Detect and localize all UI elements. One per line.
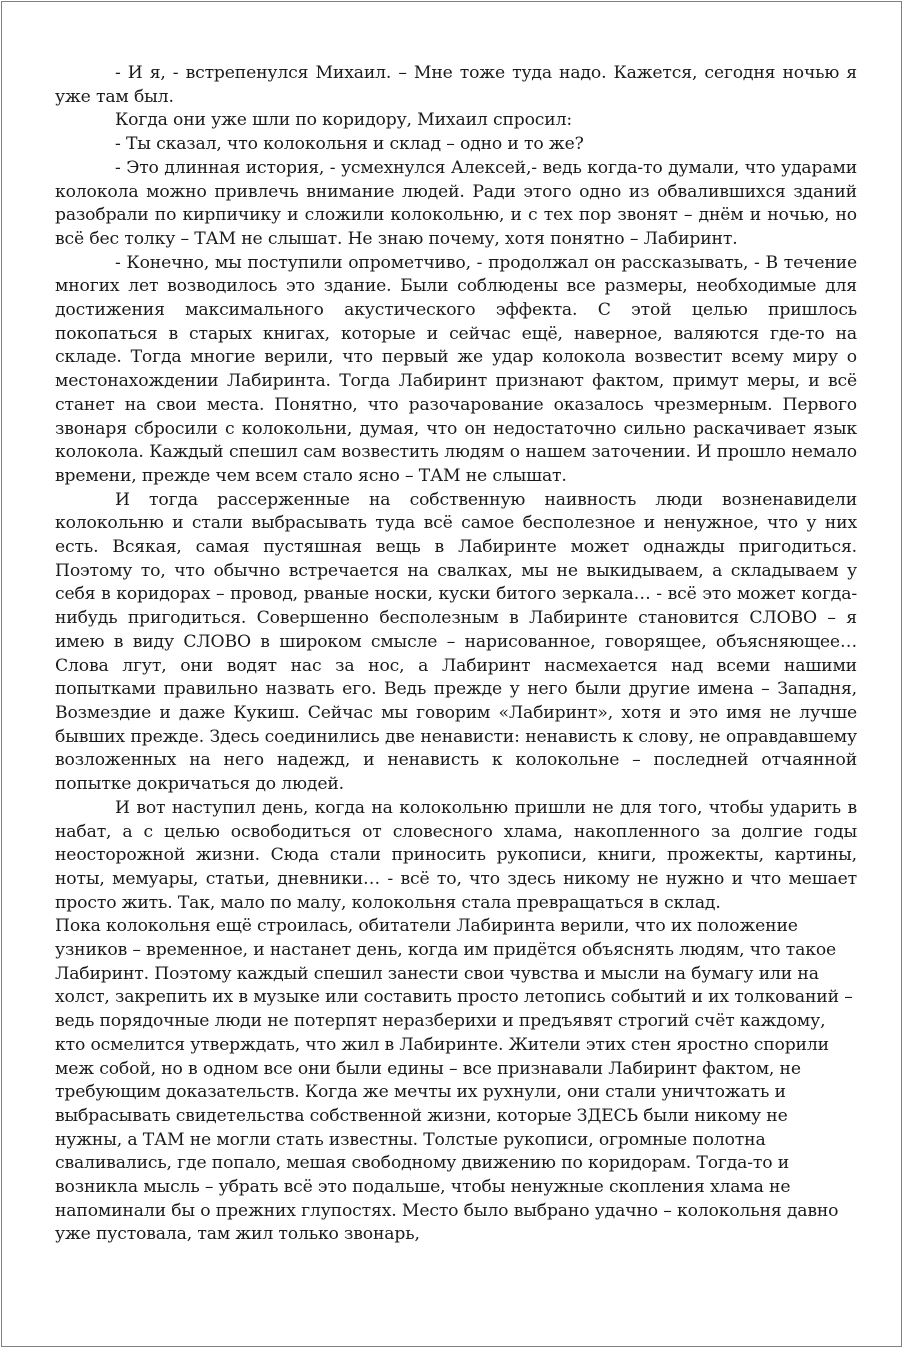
- paragraph-6: И тогда рассерженные на собственную наивность люди возненавидели колокольню и стали выбрасывать туда всё самое бесполезное и ненужное, что у них есть. Всякая, самая пустяшная вещь в Лабиринте может однажды пригодиться. Поэтому то, что обычно встречается на свалках, мы не выкидываем, а складываем у себя в коридорах – провод, рваные носки, куски битого зеркала… - всё это может когда-нибудь пригодиться. Совершенно бесполезным в Лабиринте становится СЛОВО – я имею в виду СЛОВО в широком смысле – нарисованное, говорящее, объясняющее… Слова лгут, они водят нас за нос, а Лабиринт насмехается над всеми нашими попытками правильно назвать его. Ведь прежде у него были другие имена – Западня, Возмездие и даже Кукиш. Сейчас мы говорим «Лабиринт», хотя и это имя не лучше бывших прежде. Здесь соединились две ненависти: ненависть к слову, не оправдавшему возложенных на него надежд, и ненависть к колокольне – последней отчаянной попытке докричаться до людей.: [55, 489, 857, 795]
- paragraph-8: Пока колокольня ещё строилась, обитатели Лабиринта верили, что их положение узников – временное, и настанет день, когда им придётся объяснять людям, что такое Лабиринт. Поэтому каждый спешил занести свои чувства и мысли на бумагу или на холст, закрепить их в музыке или составить просто летопись событий и их толкований – ведь порядочные люди не потерпят неразберихи и предъявят строгий счёт каждому, кто осмелится утверждать, что жил в Лабиринте. Жители этих стен яростно спорили меж собой, но в одном все они были едины – все признавали Лабиринт фактом, не требующим доказательств. Когда же мечты их рухнули, они стали уничтожать и выбрасывать свидетельства собственной жизни, которые ЗДЕСЬ были никому не нужны, а ТАМ не могли стать известны. Толстые рукописи, огромные полотна сваливались, где попало, мешая свободному движению по коридорам. Тогда-то и возникла мысль – убрать всё это подальше, чтобы ненужные скопления хлама не напоминали бы о прежних глупостях. Место было выбрано удачно – колокольня давно уже пустовала, там жил только звонарь,: [55, 916, 853, 1245]
- paragraph-7: И вот наступил день, когда на колокольню пришли не для того, чтобы ударить в набат, а с целью освободиться от словесного хлама, накопленного за долгие годы неосторожной жизни. Сюда стали приносить рукописи, книги, прожекты, картины, ноты, мемуары, статьи, дневники… - всё то, что здесь никому не нужно и что мешает просто жить. Так, мало по малу, колокольня стала превращаться в склад.: [55, 797, 857, 913]
- document-page: [1, 1, 902, 1347]
- document-body: [55, 62, 857, 1247]
- paragraph-4: - Это длинная история, - усмехнулся Алексей,- ведь когда-то думали, что ударами колокола можно привлечь внимание людей. Ради этого одно из обвалившихся зданий разобрали по кирпичику и сложили колокольню, и с тех пор звонят – днём и ночью, но всё бес толку – ТАМ не слышат. Не знаю почему, хотя понятно – Лабиринт.: [55, 157, 857, 249]
- paragraph-1: - И я, - встрепенулся Михаил. – Мне тоже туда надо. Кажется, сегодня ночью я уже там был.: [55, 63, 857, 107]
- paragraph-5: - Конечно, мы поступили опрометчиво, - продолжал он рассказывать, - В течение многих лет возводилось это здание. Были соблюдены все размеры, необходимые для достижения максимального акустического эффекта. С этой целью пришлось покопаться в старых книгах, которые и сейчас ещё, наверное, валяются где-то на складе. Тогда многие верили, что первый же удар колокола возвестит всему миру о местонахождении Лабиринта. Тогда Лабиринт признают фактом, примут меры, и всё станет на свои места. Понятно, что разочарование оказалось чрезмерным. Первого звонаря сбросили с колокольни, думая, что он недостаточно сильно раскачивает язык колокола. Каждый спешил сам возвестить людям о нашем заточении. И прошло немало времени, прежде чем всем стало ясно – ТАМ не слышат.: [55, 252, 857, 486]
- paragraph-3: - Ты сказал, что колокольня и склад – одно и то же?: [115, 134, 584, 155]
- paragraph-2: Когда они уже шли по коридору, Михаил спросил:: [115, 110, 572, 131]
